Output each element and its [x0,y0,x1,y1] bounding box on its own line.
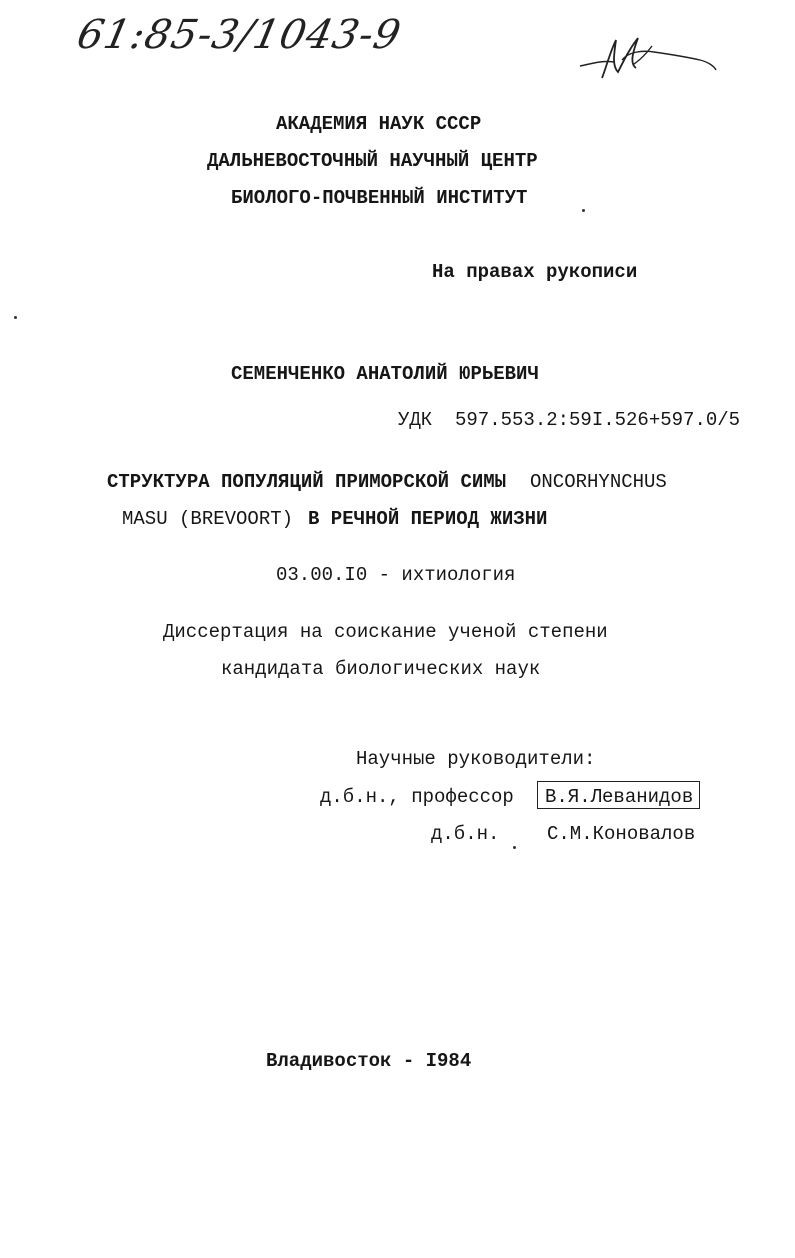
academy-name: АКАДЕМИЯ НАУК СССР [276,113,482,135]
udc-label: УДК [398,409,433,431]
institute-name: БИОЛОГО-ПОЧВЕННЫЙ ИНСТИТУТ [231,187,528,209]
degree-line1: Диссертация на соискание ученой степени [163,621,608,643]
supervisor-name: В.Я.Леванидов [545,786,694,808]
title-line1-ru: СТРУКТУРА ПОПУЛЯЦИЙ ПРИМОРСКОЙ СИМЫ [107,471,507,493]
supervisor-title: д.б.н. [431,823,500,845]
scan-speck [582,209,585,212]
city-year: Владивосток - I984 [266,1050,472,1072]
title-line2-latin: MASU (BREVOORT) [122,508,294,530]
supervisors-heading: Научные руководители: [356,748,596,770]
title-line1-latin: ONCORHYNCHUS [530,471,667,493]
supervisor-name: С.М.Коновалов [547,823,696,845]
udc-value: 597.553.2:59I.526+597.0/5 [455,409,741,431]
specialty: 03.00.I0 - ихтиология [276,564,516,586]
handwritten-catalog-number: 61:85-3/1043-9 [73,12,406,58]
scan-speck [513,846,516,849]
signature-icon [572,30,722,90]
degree-line2: кандидата биологических наук [221,658,541,680]
manuscript-note: На правах рукописи [432,261,638,283]
scan-speck [14,316,17,319]
supervisor-title: д.б.н., профессор [320,786,514,808]
author-name: СЕМЕНЧЕНКО АНАТОЛИЙ ЮРЬЕВИЧ [231,363,539,385]
center-name: ДАЛЬНЕВОСТОЧНЫЙ НАУЧНЫЙ ЦЕНТР [207,150,538,172]
title-line2-ru: В РЕЧНОЙ ПЕРИОД ЖИЗНИ [308,508,548,530]
